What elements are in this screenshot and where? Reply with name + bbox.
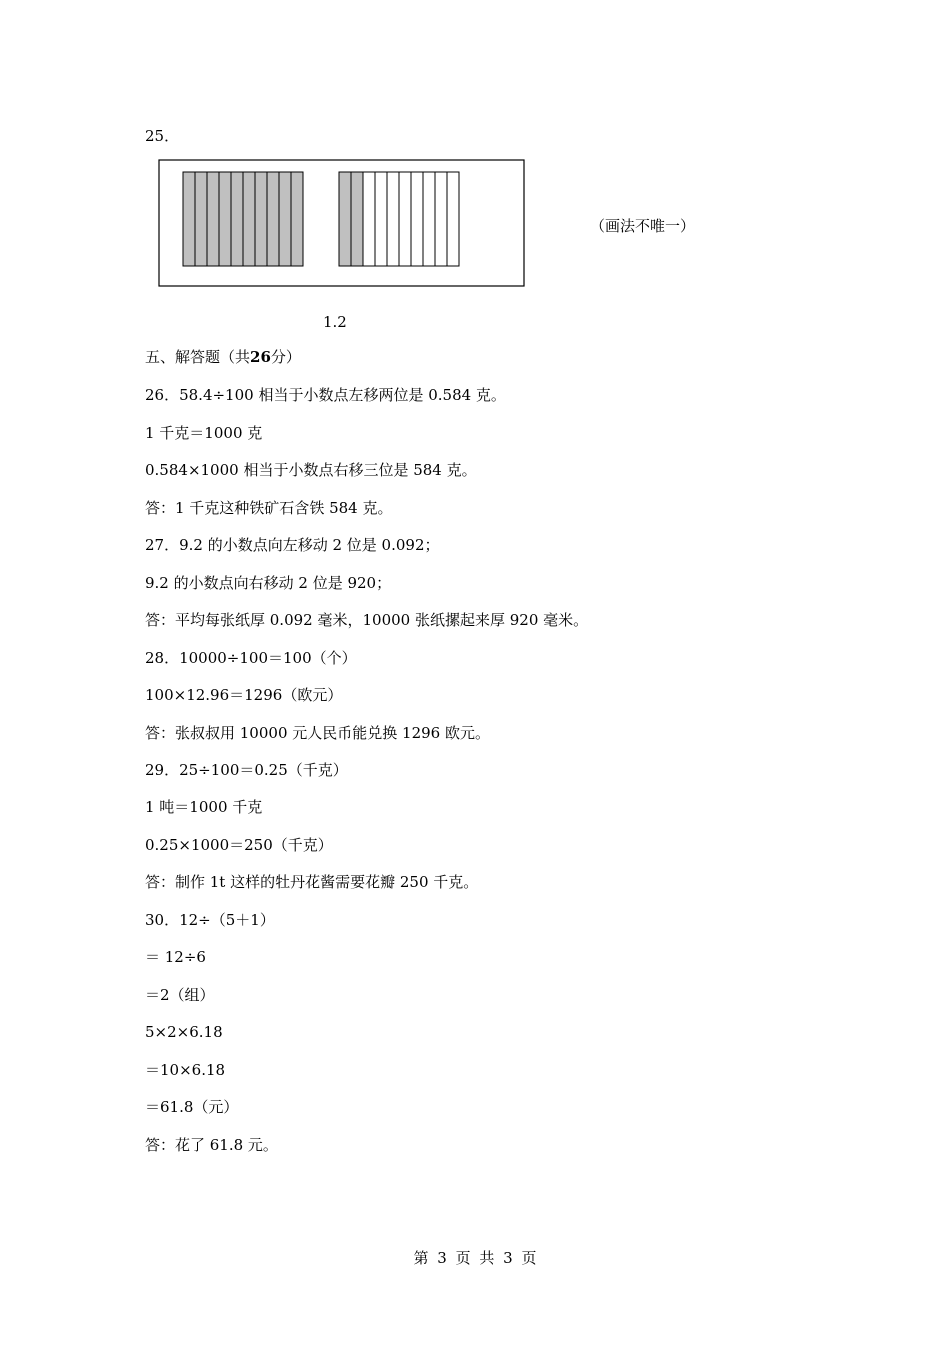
blank-strip xyxy=(363,172,375,266)
text-line: 9.2 的小数点向右移动 2 位是 920； xyxy=(145,574,392,592)
section-heading-prefix: 五、解答题（共 xyxy=(145,348,251,366)
answer-line: 答：花了 61.8 元。 xyxy=(145,1136,278,1154)
blank-strip xyxy=(435,172,447,266)
answer-line: 答：平均每张纸厚 0.092 毫米，10000 张纸摞起来厚 920 毫米。 xyxy=(145,611,589,629)
grid-partial-shaded xyxy=(339,172,459,266)
text-line: 30．12÷（5＋1） xyxy=(145,911,275,929)
section-points: 26 xyxy=(250,348,271,366)
text-line: 27．9.2 的小数点向左移动 2 位是 0.092； xyxy=(145,536,440,554)
shaded-strip xyxy=(207,172,219,266)
blank-strip xyxy=(447,172,459,266)
text-line: 28．10000÷100＝100（个） xyxy=(145,649,357,667)
text-line: 1 吨＝1000 千克 xyxy=(145,798,263,816)
page-footer: 第 3 页 共 3 页 xyxy=(413,1249,537,1267)
blank-strip xyxy=(387,172,399,266)
decimal-grid-figure xyxy=(158,159,526,288)
question-25-label: 25． xyxy=(145,127,180,145)
text-line: ＝61.8（元） xyxy=(145,1098,239,1116)
text-line: 29．25÷100＝0.25（千克） xyxy=(145,761,348,779)
blank-strip xyxy=(411,172,423,266)
section-heading-suffix: 分） xyxy=(270,348,301,366)
section-heading xyxy=(145,347,301,367)
shaded-strip xyxy=(219,172,231,266)
shaded-strip xyxy=(351,172,363,266)
shaded-strip xyxy=(195,172,207,266)
text-line: 0.584×1000 相当于小数点右移三位是 584 克。 xyxy=(145,461,477,479)
answer-line: 答：制作 1t 这样的牡丹花酱需要花瓣 250 千克。 xyxy=(145,873,479,891)
blank-strip xyxy=(375,172,387,266)
blank-strip xyxy=(399,172,411,266)
figure-caption: 1.2 xyxy=(323,313,347,331)
answer-line: 答：1 千克这种铁矿石含铁 584 克。 xyxy=(145,499,393,517)
text-line: 0.25×1000＝250（千克） xyxy=(145,836,333,854)
text-line: 26．58.4÷100 相当于小数点左移两位是 0.584 克。 xyxy=(145,386,506,404)
shaded-strip xyxy=(183,172,195,266)
shaded-strip xyxy=(255,172,267,266)
text-line: ＝2（组） xyxy=(145,986,215,1004)
shaded-strip xyxy=(339,172,351,266)
text-line: 5×2×6.18 xyxy=(145,1023,223,1041)
shaded-strip xyxy=(243,172,255,266)
shaded-strip xyxy=(231,172,243,266)
grid-full-shaded xyxy=(183,172,303,266)
text-line: ＝ 12÷6 xyxy=(145,948,206,966)
text-line: 100×12.96＝1296（欧元） xyxy=(145,686,343,704)
shaded-strip xyxy=(267,172,279,266)
text-line: 1 千克＝1000 克 xyxy=(145,424,263,442)
blank-strip xyxy=(423,172,435,266)
shaded-strip xyxy=(279,172,291,266)
answer-line: 答：张叔叔用 10000 元人民币能兑换 1296 欧元。 xyxy=(145,724,490,742)
shaded-strip xyxy=(291,172,303,266)
drawing-note: （画法不唯一） xyxy=(590,217,696,235)
text-line: ＝10×6.18 xyxy=(145,1061,226,1079)
